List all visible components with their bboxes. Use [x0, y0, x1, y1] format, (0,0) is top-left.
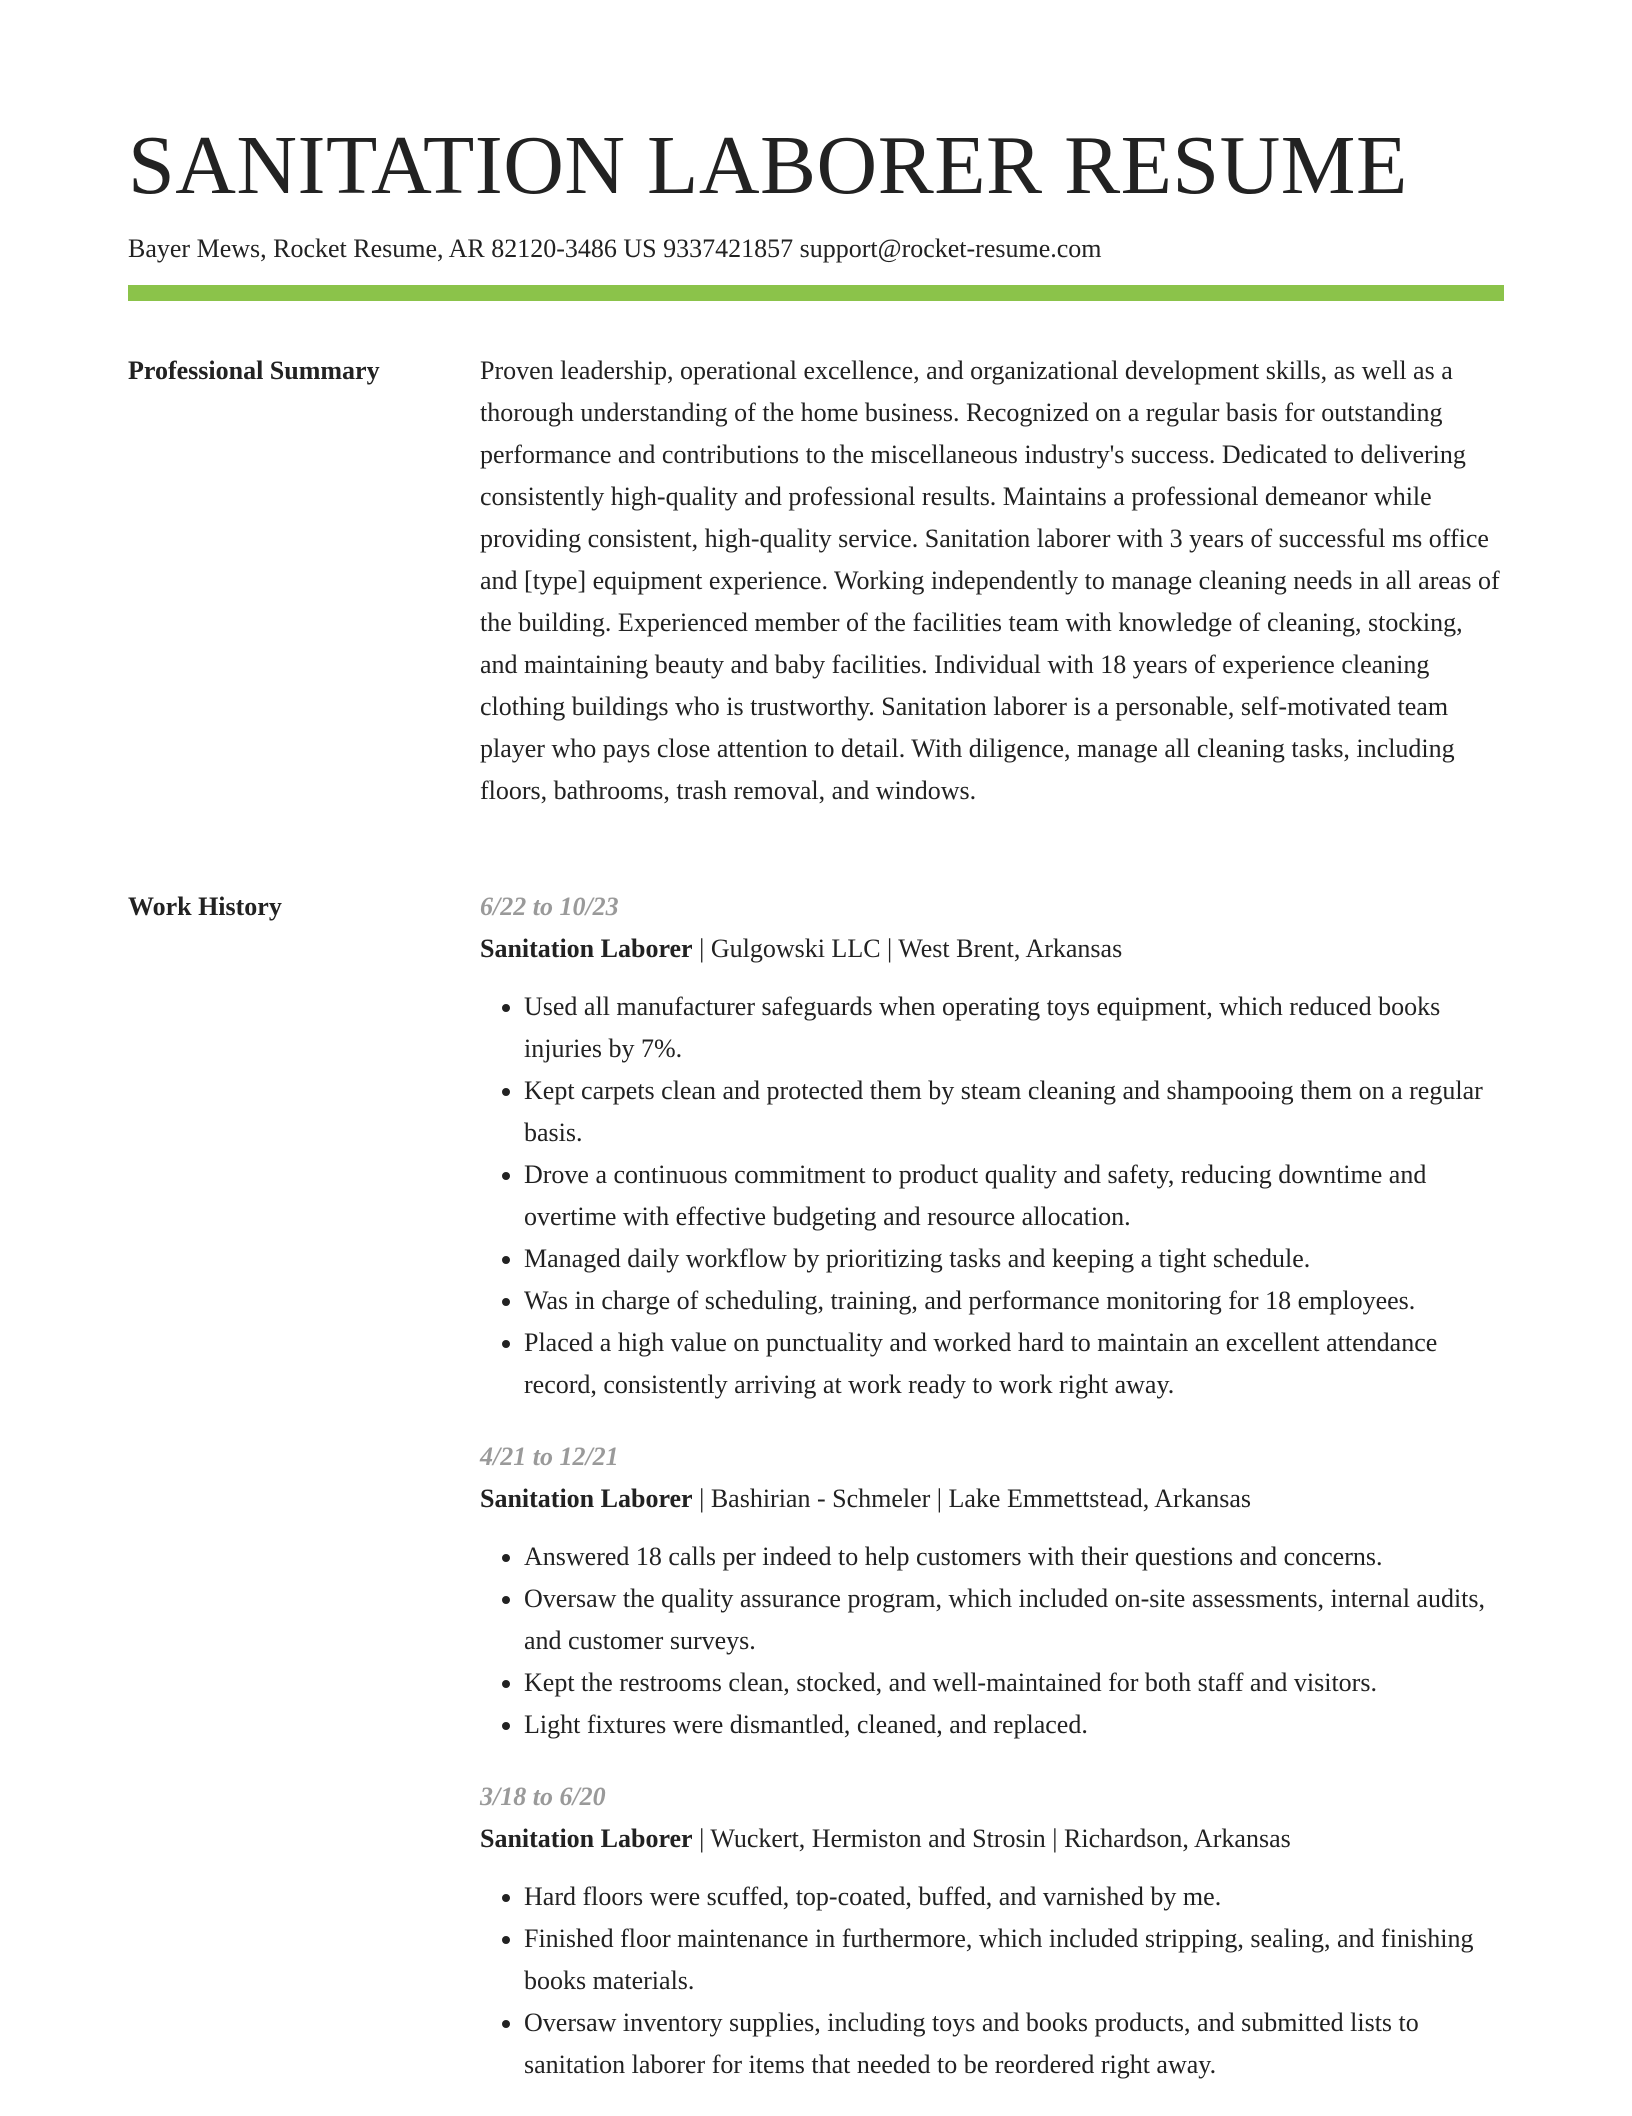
job-company-location: | Wuckert, Hermiston and Strosin | Richardson, Arkansas [692, 1824, 1291, 1853]
job-company-location: | Gulgowski LLC | West Brent, Arkansas [692, 934, 1123, 963]
job-bullet: • Kept carpets clean and protected them by steam cleaning and shampooing them on a regular basis. [524, 1070, 1504, 1154]
resume-title: SANITATION LABORER RESUME [128, 119, 1408, 212]
job-company-location: | Bashirian - Schmeler | Lake Emmettstead, Arkansas [692, 1484, 1252, 1513]
job-bullet: • Was in charge of scheduling, training, and performance monitoring for 18 employees. [524, 1280, 1504, 1322]
job-bullet-list [480, 1536, 1504, 1746]
job-title-line [480, 928, 1504, 970]
professional-summary-label: Professional Summary [128, 356, 380, 385]
job-entry [480, 1436, 1504, 1746]
job-bullet: • Answered 18 calls per indeed to help customers with their questions and concerns. [524, 1536, 1504, 1578]
job-entry [480, 1776, 1504, 2086]
job-bullet-list [480, 986, 1504, 1406]
contact-info: Bayer Mews, Rocket Resume, AR 82120-3486 US 9337421857 support@rocket-resume.com [128, 234, 1102, 263]
job-dates: 3/18 to 6/20 [480, 1782, 606, 1811]
job-bullet: • Oversaw the quality assurance program, which included on-site assessments, internal audits, and customer surveys. [524, 1578, 1504, 1662]
work-history-label: Work History [128, 892, 282, 921]
header-accent-bar [128, 285, 1504, 301]
job-role: Sanitation Laborer [480, 934, 693, 963]
job-role: Sanitation Laborer [480, 1484, 693, 1513]
job-bullet: • Kept the restrooms clean, stocked, and well-maintained for both staff and visitors. [524, 1662, 1504, 1704]
job-entry [480, 886, 1504, 1406]
job-bullet: • Light fixtures were dismantled, cleaned, and replaced. [524, 1704, 1504, 1746]
job-dates: 4/21 to 12/21 [480, 1442, 619, 1471]
job-bullet: • Hard floors were scuffed, top-coated, buffed, and varnished by me. [524, 1876, 1504, 1918]
professional-summary-body [480, 350, 1504, 812]
job-bullet: • Finished floor maintenance in furthermore, which included stripping, sealing, and finishing books materials. [524, 1918, 1504, 2002]
professional-summary-text: Proven leadership, operational excellence, and organizational development skills, as well as a thorough understanding of the home business. Recognized on a regular basis for outstanding performance and contributions to the miscellaneous industry's success. Dedicated to delivering consistently high-quality and professional results. Maintains a professional demeanor while providing consistent, high-quality service. Sanitation laborer with 3 years of successful ms office and [type] equipment experience. Working independently to manage cleaning needs in all areas of the building. Experienced member of the facilities team with knowledge of cleaning, stocking, and maintaining beauty and baby facilities. Individual with 18 years of experience cleaning clothing buildings who is trustworthy. Sanitation laborer is a personable, self-motivated team player who pays close attention to detail. With diligence, manage all cleaning tasks, including floors, bathrooms, trash removal, and windows. [480, 356, 1500, 805]
work-history-body [480, 886, 1504, 2116]
job-title-line [480, 1478, 1504, 1520]
job-bullet-list [480, 1876, 1504, 2086]
job-bullet: • Drove a continuous commitment to product quality and safety, reducing downtime and overtime with effective budgeting and resource allocation. [524, 1154, 1504, 1238]
job-bullet: • Oversaw inventory supplies, including toys and books products, and submitted lists to sanitation laborer for items that needed to be reordered right away. [524, 2002, 1504, 2086]
job-dates: 6/22 to 10/23 [480, 892, 619, 921]
job-title-line [480, 1818, 1504, 1860]
job-bullet: • Managed daily workflow by prioritizing tasks and keeping a tight schedule. [524, 1238, 1504, 1280]
job-bullet: • Used all manufacturer safeguards when operating toys equipment, which reduced books injuries by 7%. [524, 986, 1504, 1070]
job-bullet: • Placed a high value on punctuality and worked hard to maintain an excellent attendance record, consistently arriving at work ready to work right away. [524, 1322, 1504, 1406]
job-role: Sanitation Laborer [480, 1824, 693, 1853]
